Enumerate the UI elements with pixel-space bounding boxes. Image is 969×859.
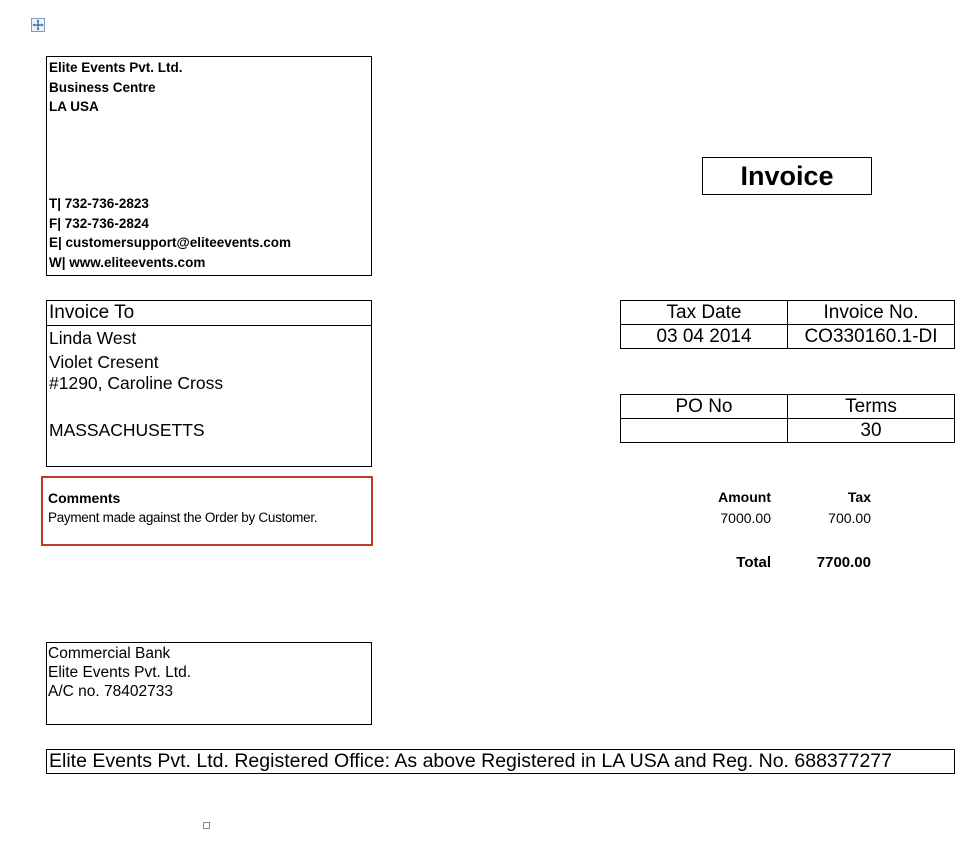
comments-text: Payment made against the Order by Customer.: [48, 510, 318, 525]
terms-header: Terms: [788, 395, 955, 419]
comments-box: [41, 476, 373, 546]
move-icon[interactable]: [31, 18, 45, 32]
company-email: E| customersupport@eliteevents.com: [49, 235, 292, 250]
page-title: Invoice: [702, 157, 872, 195]
tax-label: Tax: [847, 489, 871, 505]
company-address-line2: LA USA: [49, 99, 99, 114]
company-info-box: [46, 56, 372, 276]
invoice-details-table: [620, 300, 955, 349]
amount-value: 7000.00: [720, 510, 771, 526]
invoice-no-header: Invoice No.: [788, 301, 955, 325]
company-fax: F| 732-736-2824: [49, 215, 149, 231]
terms-value: 30: [788, 419, 955, 443]
tax-date-header: Tax Date: [621, 301, 788, 325]
end-of-document-marker: [203, 822, 210, 829]
customer-address-line2: #1290, Caroline Cross: [49, 373, 224, 393]
table-row: [621, 395, 955, 419]
po-terms-table: [620, 394, 955, 443]
po-no-value: [621, 419, 788, 443]
company-website: W| www.eliteevents.com: [49, 254, 206, 270]
customer-street: Violet Cresent: [49, 352, 159, 372]
tax-date-value: 03 04 2014: [621, 325, 788, 349]
comments-label: Comments: [48, 490, 121, 506]
table-row: [621, 325, 955, 349]
invoice-no-value: CO330160.1-DI: [788, 325, 955, 349]
registered-office-footer: Elite Events Pvt. Ltd. Registered Office: As above Registered in LA USA and Reg. No. 688377277: [46, 749, 955, 774]
customer-name: Linda West: [49, 328, 137, 348]
bank-details-box: [46, 642, 372, 725]
bank-account-number: A/C no. 78402733: [48, 683, 173, 700]
amount-label: Amount: [718, 489, 771, 505]
customer-state: MASSACHUSETTS: [49, 420, 205, 440]
company-address-line1: Business Centre: [49, 79, 156, 95]
total-value: 7700.00: [816, 554, 871, 571]
company-contact: [48, 194, 291, 272]
company-header: [48, 58, 183, 117]
po-no-header: PO No: [621, 395, 788, 419]
company-name: Elite Events Pvt. Ltd.: [49, 60, 183, 75]
bank-name: Commercial Bank: [48, 645, 171, 662]
total-label: Total: [736, 554, 771, 571]
table-row: [621, 301, 955, 325]
tax-value: 700.00: [828, 510, 871, 526]
table-row: [621, 419, 955, 443]
company-phone: T| 732-736-2823: [49, 196, 149, 211]
invoice-to-box: [46, 300, 372, 467]
invoice-to-label: Invoice To: [47, 301, 371, 326]
bank-account-name: Elite Events Pvt. Ltd.: [48, 664, 192, 681]
